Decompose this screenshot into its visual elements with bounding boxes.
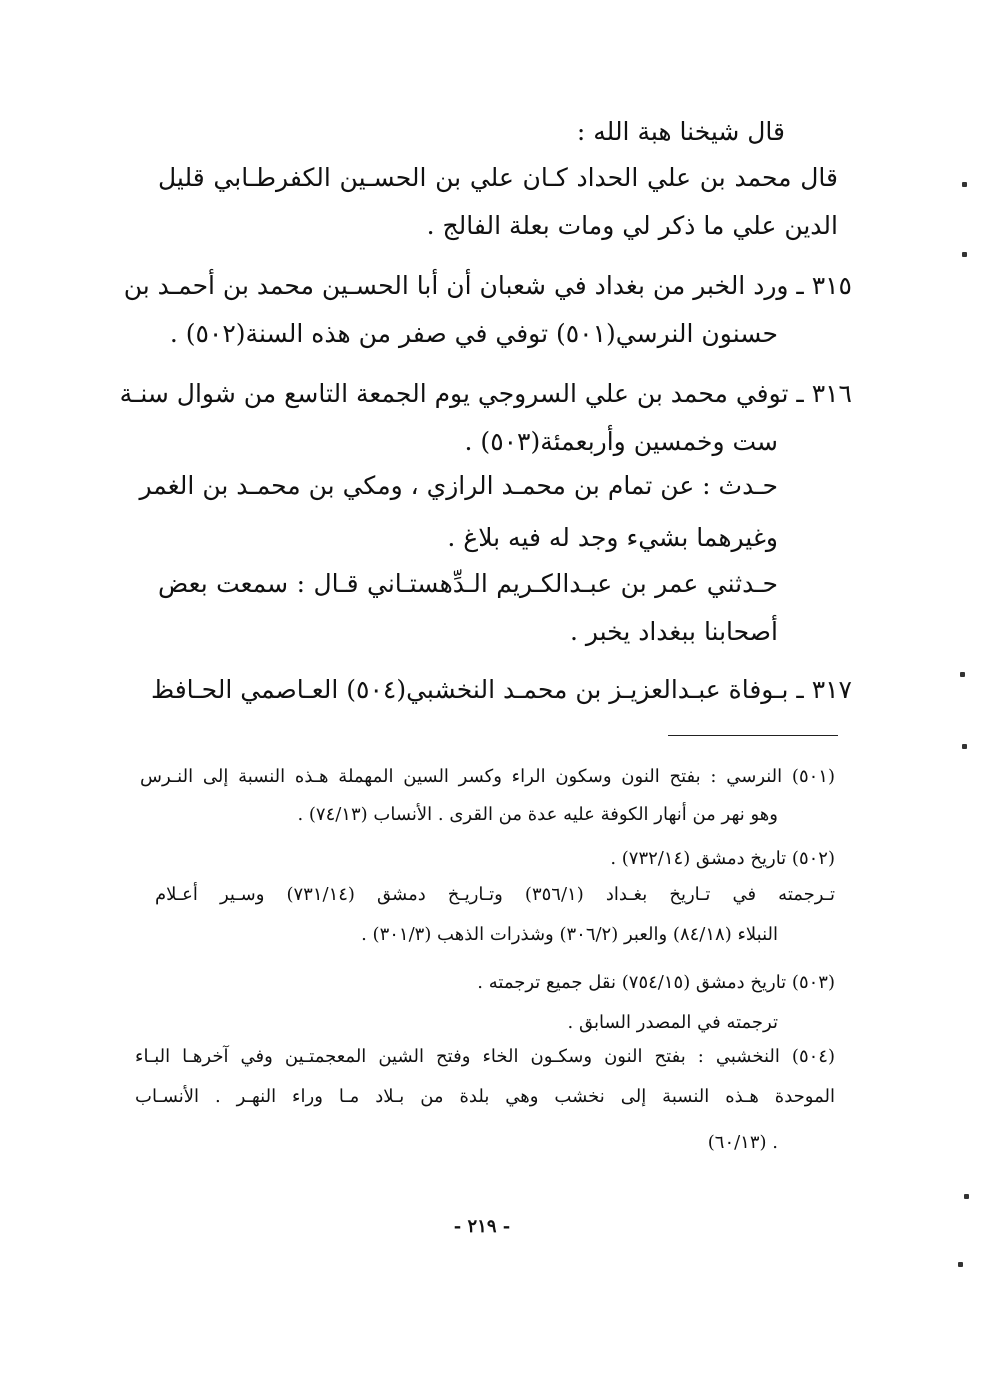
body-line-entry-317: ٣١٧ ـ بـوفاة عبـدالعزيـز بن محمـد النخشبي(٥٠٤) العـاصمي الحـافظ bbox=[150, 675, 852, 704]
footnote-502-line-3: النبلاء (٨٤/١٨) والعبر (٣٠٦/٢) وشذرات الذهب (٣٠١/٣) . bbox=[361, 924, 778, 945]
body-line-1: قال شيخنا هبة الله : bbox=[576, 117, 785, 146]
scan-speck bbox=[960, 672, 965, 677]
body-line-11: أصحابنا ببغداد يخبر . bbox=[569, 617, 778, 646]
scan-speck bbox=[962, 252, 967, 257]
footnote-504-line-3: (٦٠/١٣) . bbox=[707, 1132, 778, 1153]
scan-speck bbox=[958, 1262, 963, 1267]
footnote-501-line-1: (٥٠١) النرسي : بفتح النون وسكون الراء وكسر السين المهملة هـذه النسبة إلى النـرس bbox=[140, 766, 835, 787]
scan-speck bbox=[962, 744, 967, 749]
body-line-8: حـدث : عن تمام بن محمـد الرازي ، ومكي بن محمـد بن الغمر bbox=[139, 471, 778, 500]
footnote-504-line-1: (٥٠٤) النخشبي : بفتح النون وسكـون الخاء وفتح الشين المعجمتـين وفي آخرهـا البـاء bbox=[135, 1046, 835, 1067]
scan-speck bbox=[962, 182, 967, 187]
footnote-503-line-1: (٥٠٣) تاريخ دمشق (٧٥٤/١٥) نقل جميع ترجمته . bbox=[477, 972, 835, 993]
body-line-5: حسنون النرسي(٥٠١) توفي في صفر من هذه السنة(٥٠٢) . bbox=[169, 319, 778, 348]
footnote-separator bbox=[668, 735, 838, 736]
body-line-2: قال محمد بن علي الحداد كـان علي بن الحسـين الكفرطـابي قليل bbox=[158, 163, 838, 192]
body-line-entry-316: ٣١٦ ـ توفي محمد بن علي السروجي يوم الجمعة التاسع من شوال سنـة bbox=[119, 379, 852, 408]
body-line-7: ست وخمسين وأربعمئة(٥٠٣) . bbox=[464, 427, 778, 456]
body-line-9: وغيرهما بشيء وجد له فيه بلاغ . bbox=[447, 523, 778, 552]
footnote-502-line-1: (٥٠٢) تاريخ دمشق (٧٣٢/١٤) . bbox=[610, 848, 835, 869]
body-line-10: حـدثني عمر بن عبـدالكـريم الـدِّهستـاني قـال : سمعت بعض bbox=[158, 569, 778, 598]
footnote-504-line-2: الموحدة هـذه النسبة إلى نخشب وهي بلدة من بـلاد مـا وراء النهـر . الأنسـاب bbox=[135, 1086, 835, 1107]
footnote-501-line-2: وهو نهر من أنهار الكوفة عليه عدة من القرى . الأنساب (٧٤/١٣) . bbox=[297, 804, 778, 825]
body-line-3: الدين علي ما ذكر لي ومات بعلة الفالج . bbox=[426, 211, 838, 240]
scan-speck bbox=[964, 1194, 969, 1199]
footnote-503-line-2: ترجمته في المصدر السابق . bbox=[567, 1012, 778, 1033]
footnote-502-line-2: تـرجمته في تـاريخ بغـداد (٣٥٦/١) وتـاريـخ دمشق (٧٣١/١٤) وسـير أعـلام bbox=[155, 884, 836, 905]
page-number: - ٢١٩ - bbox=[453, 1216, 511, 1237]
body-line-entry-315: ٣١٥ ـ ورد الخبر من بغداد في شعبان أن أبا الحسـين محمد بن أحمـد بن bbox=[123, 271, 852, 300]
